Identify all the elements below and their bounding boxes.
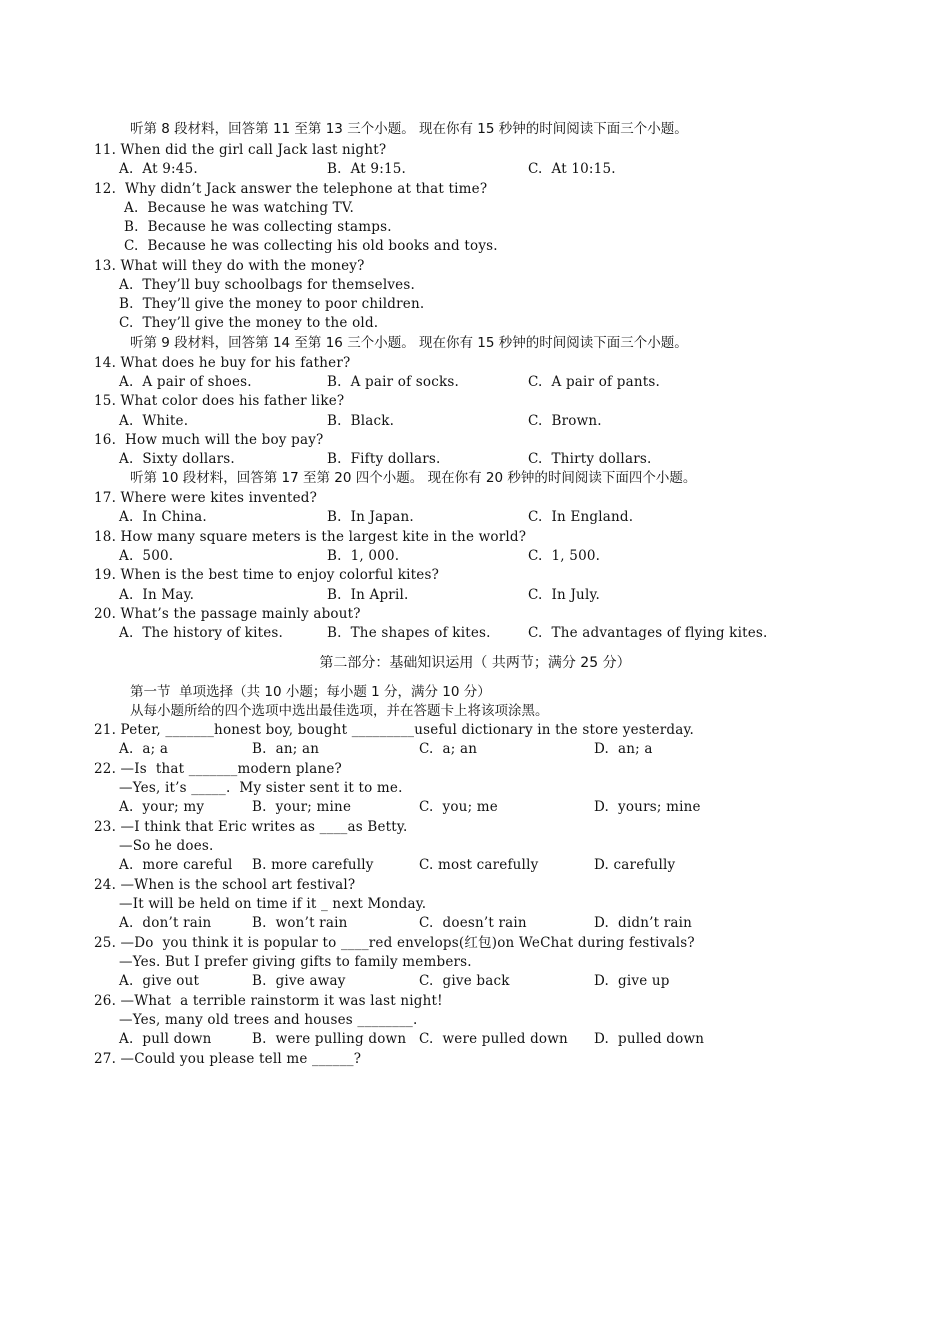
question-q23: 23. —I think that Eric writes as ____as Betty. bbox=[94, 819, 408, 835]
option-q25-c: C. give back bbox=[419, 973, 510, 989]
instruction-material-8: 听第 8 段材料，回答第 11 至第 13 三个小题。 现在你有 15 秒钟的时间阅读下面三个小题。 bbox=[130, 121, 688, 137]
question-q24: 24. —When is the school art festival? bbox=[94, 877, 356, 893]
question-q25-reply: —Yes. But I prefer giving gifts to family members. bbox=[119, 954, 472, 970]
option-q13-b: B. They’ll give the money to poor children. bbox=[119, 296, 425, 312]
option-q15-b: B. Black. bbox=[327, 413, 395, 429]
option-q16-b: B. Fifty dollars. bbox=[327, 451, 441, 467]
option-q24-a: A. don’t rain bbox=[119, 915, 212, 931]
option-q17-a: A. In China. bbox=[119, 509, 207, 525]
option-q11-b: B. At 9:15. bbox=[327, 161, 407, 177]
option-q24-d: D. didn’t rain bbox=[594, 915, 693, 931]
question-q13: 13. What will they do with the money? bbox=[94, 258, 365, 274]
option-q22-a: A. your; my bbox=[119, 799, 205, 815]
question-q17: 17. Where were kites invented? bbox=[94, 490, 318, 506]
question-q27: 27. —Could you please tell me ______? bbox=[94, 1051, 362, 1067]
option-q11-c: C. At 10:15. bbox=[528, 161, 616, 177]
option-q15-c: C. Brown. bbox=[528, 413, 602, 429]
option-q26-b: B. were pulling down bbox=[252, 1031, 407, 1047]
option-q14-a: A. A pair of shoes. bbox=[119, 374, 252, 390]
option-q18-c: C. 1, 500. bbox=[528, 548, 601, 564]
section-1-direction: 从每小题所给的四个选项中选出最佳选项，并在答题卡上将该项涂黑。 bbox=[130, 703, 549, 719]
option-q15-a: A. White. bbox=[119, 413, 189, 429]
option-q16-c: C. Thirty dollars. bbox=[528, 451, 652, 467]
option-q25-a: A. give out bbox=[119, 973, 200, 989]
instruction-material-9: 听第 9 段材料，回答第 14 至第 16 三个小题。 现在你有 15 秒钟的时间阅读下面三个小题。 bbox=[130, 335, 688, 351]
question-q19: 19. When is the best time to enjoy colorful kites? bbox=[94, 567, 440, 583]
option-q17-c: C. In England. bbox=[528, 509, 634, 525]
option-q22-c: C. you; me bbox=[419, 799, 499, 815]
question-q22-reply: —Yes, it’s _____. My sister sent it to me. bbox=[119, 780, 403, 796]
question-q26: 26. —What a terrible rainstorm it was last night! bbox=[94, 993, 443, 1009]
option-q21-d: D. an; a bbox=[594, 741, 653, 757]
option-q17-b: B. In Japan. bbox=[327, 509, 414, 525]
option-q19-b: B. In April. bbox=[327, 587, 409, 603]
option-q23-a: A. more careful bbox=[119, 857, 233, 873]
option-q20-a: A. The history of kites. bbox=[119, 625, 284, 641]
option-q13-c: C. They’ll give the money to the old. bbox=[119, 315, 379, 331]
question-q24-reply: —It will be held on time if it _ next Monday. bbox=[119, 896, 427, 912]
question-q25: 25. —Do you think it is popular to ____red envelops(红包)on WeChat during festivals? bbox=[94, 935, 695, 951]
option-q12-b: B. Because he was collecting stamps. bbox=[124, 219, 392, 235]
instruction-material-10: 听第 10 段材料，回答第 17 至第 20 四个小题。 现在你有 20 秒钟的时间阅读下面四个小题。 bbox=[130, 470, 697, 486]
option-q21-a: A. a; a bbox=[119, 741, 169, 757]
question-q21: 21. Peter, _______honest boy, bought _________useful dictionary in the store yesterday. bbox=[94, 722, 695, 738]
question-q15: 15. What color does his father like? bbox=[94, 393, 345, 409]
question-q20: 20. What’s the passage mainly about? bbox=[94, 606, 361, 622]
part-2-title: 第二部分：基础知识运用（ 共两节；满分 25 分） bbox=[319, 655, 631, 671]
option-q12-a: A. Because he was watching TV. bbox=[124, 200, 354, 216]
option-q21-b: B. an; an bbox=[252, 741, 320, 757]
question-q12: 12. Why didn’t Jack answer the telephone at that time? bbox=[94, 181, 488, 197]
question-q16: 16. How much will the boy pay? bbox=[94, 432, 324, 448]
option-q16-a: A. Sixty dollars. bbox=[119, 451, 235, 467]
option-q26-c: C. were pulled down bbox=[419, 1031, 568, 1047]
option-q20-c: C. The advantages of flying kites. bbox=[528, 625, 768, 641]
option-q13-a: A. They’ll buy schoolbags for themselves. bbox=[119, 277, 415, 293]
option-q26-d: D. pulled down bbox=[594, 1031, 705, 1047]
option-q22-d: D. yours; mine bbox=[594, 799, 701, 815]
option-q23-b: B. more carefully bbox=[252, 857, 374, 873]
option-q20-b: B. The shapes of kites. bbox=[327, 625, 491, 641]
question-q18: 18. How many square meters is the largest kite in the world? bbox=[94, 529, 527, 545]
question-q11: 11. When did the girl call Jack last night? bbox=[94, 142, 387, 158]
option-q24-b: B. won’t rain bbox=[252, 915, 348, 931]
option-q14-c: C. A pair of pants. bbox=[528, 374, 660, 390]
question-q22: 22. —Is that _______modern plane? bbox=[94, 761, 342, 777]
question-q26-reply: —Yes, many old trees and houses ________. bbox=[119, 1012, 418, 1028]
option-q24-c: C. doesn’t rain bbox=[419, 915, 527, 931]
option-q22-b: B. your; mine bbox=[252, 799, 352, 815]
option-q11-a: A. At 9:45. bbox=[119, 161, 198, 177]
option-q25-b: B. give away bbox=[252, 973, 346, 989]
option-q23-d: D. carefully bbox=[594, 857, 676, 873]
option-q21-c: C. a; an bbox=[419, 741, 478, 757]
question-q23-reply: —So he does. bbox=[119, 838, 214, 854]
option-q25-d: D. give up bbox=[594, 973, 670, 989]
option-q14-b: B. A pair of socks. bbox=[327, 374, 460, 390]
option-q26-a: A. pull down bbox=[119, 1031, 212, 1047]
option-q12-c: C. Because he was collecting his old books and toys. bbox=[124, 238, 498, 254]
option-q19-a: A. In May. bbox=[119, 587, 195, 603]
section-1-title: 第一节 单项选择（共 10 小题；每小题 1 分，满分 10 分） bbox=[130, 684, 491, 700]
option-q18-a: A. 500. bbox=[119, 548, 174, 564]
option-q23-c: C. most carefully bbox=[419, 857, 539, 873]
question-q14: 14. What does he buy for his father? bbox=[94, 355, 351, 371]
option-q19-c: C. In July. bbox=[528, 587, 600, 603]
option-q18-b: B. 1, 000. bbox=[327, 548, 400, 564]
